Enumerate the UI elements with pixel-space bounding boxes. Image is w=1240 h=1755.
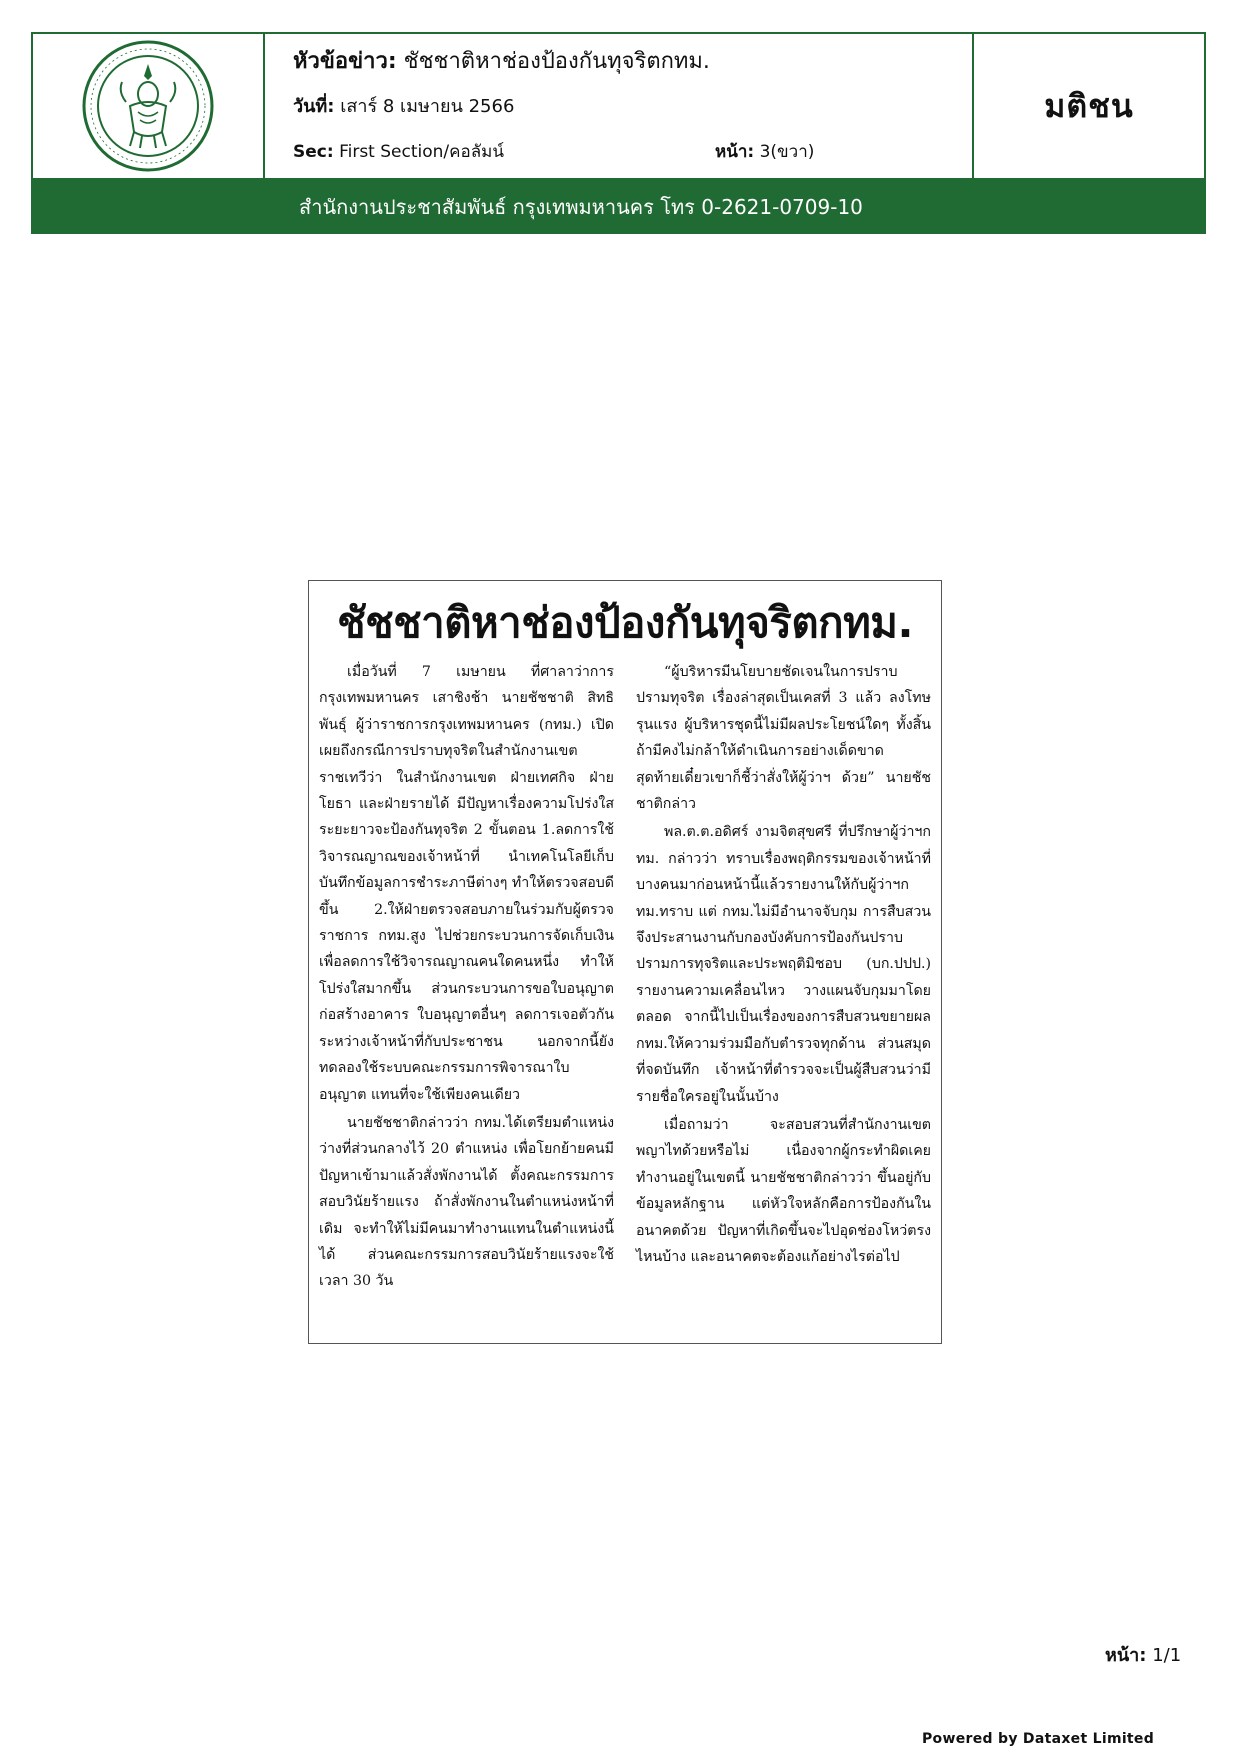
publication-cell [974,34,1204,178]
date-row [293,97,514,117]
date-value: เสาร์ 8 เมษายน 2566 [340,96,515,117]
headline-label: หัวข้อข่าว: [293,49,397,74]
article-columns [319,659,931,1297]
page-label: หน้า: [715,142,755,162]
powered-by: Powered by Dataxet Limited [922,1731,1155,1747]
article-paragraph: นายชัชชาติกล่าวว่า กทม.ได้เตรียมตำแหน่งว่างที่ส่วนกลางไว้ 20 ตำแหน่ง เพื่อโยกย้ายคนมีปัญหาเข้ามาแล้วสั่งพักงานได้ ตั้งคณะกรรมการสอบวินัยร้ายแรง ถ้าสั่งพักงานในตำแหน่งหน้าที่เดิม จะทำให้ไม่มีคนมาทำงานแทนในตำแหน่งนี้ได้ ส่วนคณะกรรมการสอบวินัยร้ายแรงจะใช้เวลา 30 วัน [319,1114,614,1290]
article-paragraph: “ผู้บริหารมีนโยบายชัดเจนในการปราบปรามทุจริต เรื่องล่าสุดเป็นเคสที่ 3 แล้ว ลงโทษรุนแรง ผู้บริหารชุดนี้ไม่มีผลประโยชน์ใดๆ ทั้งสิ้น ถ้ามีคงไม่กล้าให้ดำเนินการอย่างเด็ดขาด สุดท้ายเดี๋ยวเขาก็ชี้ว่าสั่งให้ผู้ว่าฯ ด้วย” นายชัชชาติกล่าว [636,664,931,813]
bangkok-seal-icon [78,36,218,176]
clipping-info [265,34,974,178]
contact-banner-text: สำนักงานประชาสัมพันธ์ กรุงเทพมหานคร โทร 0-2621-0709-10 [299,195,863,219]
page-value: 3(ขวา) [759,142,815,162]
headline-row [293,49,710,74]
article-paragraph: เมื่อวันที่ 7 เมษายน ที่ศาลาว่าการกรุงเทพมหานคร เสาชิงช้า นายชัชชาติ สิทธิพันธุ์ ผู้ว่าราชการกรุงเทพมหานคร (กทม.) เปิดเผยถึงกรณีการปราบทุจริตในสำนักงานเขตราชเทวีว่า ในสำนักงานเขต ฝ่ายเทศกิจ ฝ่ายโยธา และฝ่ายรายได้ มีปัญหาเรื่องความโปร่งใส ระยะยาวจะป้องกันทุจริต 2 ขั้นตอน 1.ลดการใช้วิจารณญาณของเจ้าหน้าที่ นำเทคโนโลยีเก็บบันทึกข้อมูลการชำระภาษีต่างๆ ทำให้ตรวจสอบดีขึ้น 2.ให้ฝ่ายตรวจสอบภายในร่วมกับผู้ตรวจราชการ กทม.สูง ไปช่วยกระบวนการจัดเก็บเงิน เพื่อลดการใช้วิจารณญาณคนใดคนหนึ่ง ทำให้โปร่งใสมากขึ้น ส่วนกระบวนการขอใบอนุญาตก่อสร้างอาคาร ใบอนุญาตอื่นๆ ลดการเจอตัวกันระหว่างเจ้าหน้าที่กับประชาชน นอกจากนี้ยังทดลองใช้ระบบคณะกรรมการพิจารณาใบอนุญาต แทนที่จะใช้เพียงคนเดียว [319,664,614,1103]
page-number-value: 1/1 [1152,1645,1182,1666]
section-value: First Section/คอลัมน์ [339,142,504,162]
article-headline: ชัชชาติหาช่องป้องกันทุจริตกทม. [337,598,913,647]
page-number-label: หน้า: [1105,1645,1147,1666]
publication-name: มติชน [1044,86,1134,125]
headline-value: ชัชชาติหาช่องป้องกันทุจริตกทม. [403,49,710,74]
clipping-header [31,32,1206,180]
date-label: วันที่: [293,96,335,117]
article-column-right [636,659,931,1297]
article-column-left [319,659,614,1297]
section-label: Sec: [293,142,334,162]
article-paragraph: เมื่อถามว่า จะสอบสวนที่สำนักงานเขตพญาไทด้วยหรือไม่ เนื่องจากผู้กระทำผิดเคยทำงานอยู่ในเขตนี้ นายชัชชาติกล่าวว่า ขึ้นอยู่กับข้อมูลหลักฐาน แต่หัวใจหลักคือการป้องกันในอนาคตด้วย ปัญหาที่เกิดขึ้นจะไปอุดช่องโหว่ตรงไหนบ้าง และอนาคตจะต้องแก้อย่างไรต่อไป [636,1116,931,1265]
article-paragraph: พล.ต.ต.อดิศร์ งามจิตสุขศรี ที่ปรึกษาผู้ว่าฯกทม. กล่าวว่า ทราบเรื่องพฤติกรรมของเจ้าหน้าที่บางคนมาก่อนหน้านี้แล้วรายงานให้กับผู้ว่าฯกทม.ทราบ แต่ กทม.ไม่มีอำนาจจับกุม การสืบสวน จึงประสานงานกับกองบังคับการป้องกันปราบปรามการทุจริตและประพฤติมิชอบ (บก.ปปป.) รายงานความเคลื่อนไหว วางแผนจับกุมมาโดยตลอด จากนี้ไปเป็นเรื่องของการสืบสวนขยายผล กทม.ให้ความร่วมมือกับตำรวจทุกด้าน ส่วนสมุดที่จดบันทึก เจ้าหน้าที่ตำรวจจะเป็นผู้สืบสวนว่ามีรายชื่อใครอยู่ในนั้นบ้าง [636,824,931,1105]
page-row [715,142,814,162]
contact-banner [31,180,1206,234]
news-clipping [308,580,942,1344]
page-number [1105,1640,1181,1669]
logo-cell [33,34,265,178]
section-row [293,142,504,162]
